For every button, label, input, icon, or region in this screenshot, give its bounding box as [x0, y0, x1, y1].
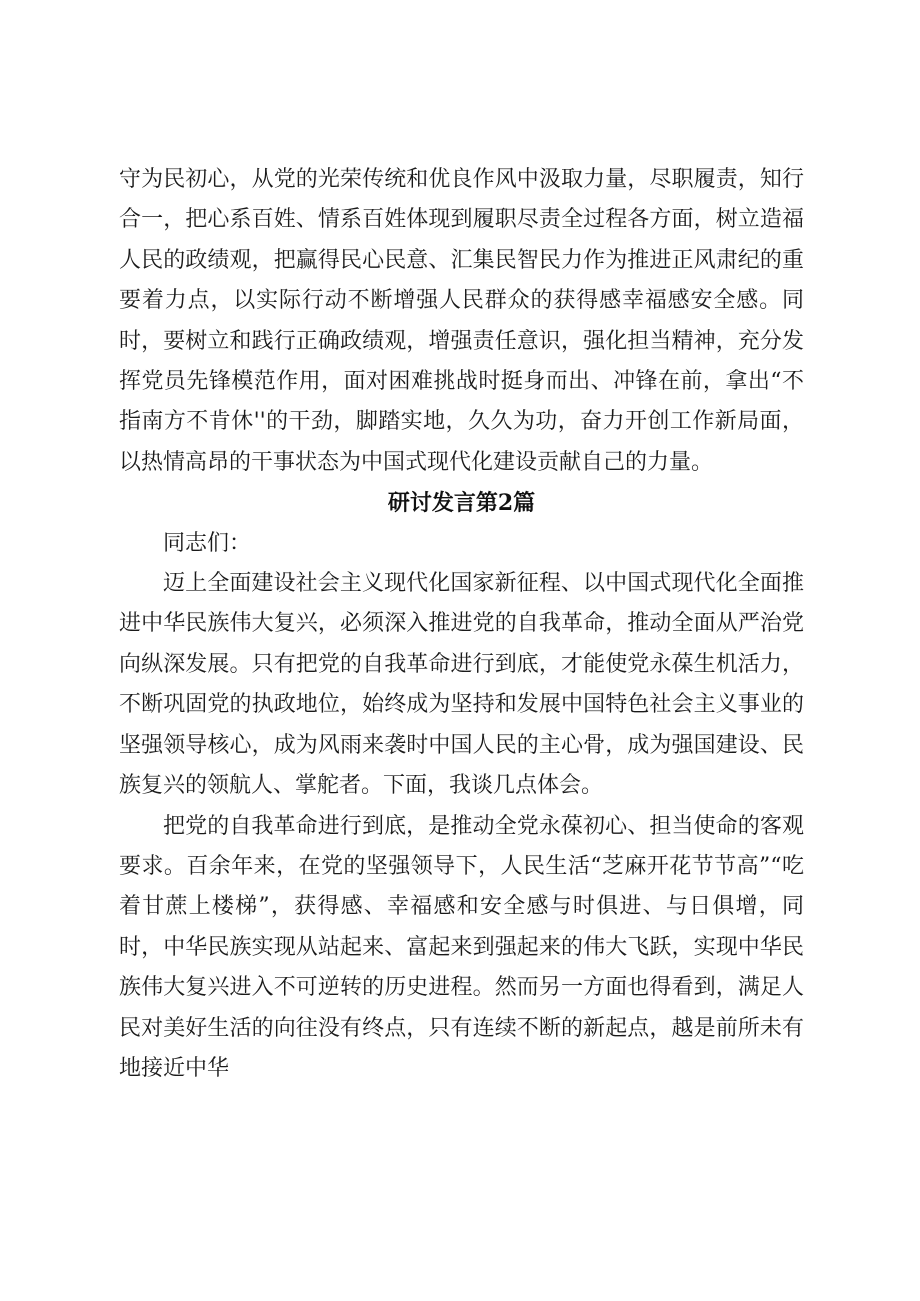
section-title: 研讨发言第2篇: [387, 490, 536, 517]
paragraph-intro: 迈上全面建设社会主义现代化国家新征程、以中国式现代化全面推进中华民族伟大复兴，必须深入推进党的自我革命，推动全面从严治党向纵深发展。只有把党的自我革命进行到底，才能使党永葆生机活力，不断巩固党的执政地位，始终成为坚持和发展中国特色社会主义事业的坚强领导核心，成为风雨来袭时中国人民的主心骨，成为强国建设、民族复兴的领航人、掌舵者。下面，我谈几点体会。: [119, 571, 804, 799]
continued-paragraph: 守为民初心，从党的光荣传统和优良作风中汲取力量，尽职履责，知行合一，把心系百姓、情系百姓体现到履职尽责全过程各方面，树立造福人民的政绩观，把赢得民心民意、汇集民智民力作为推进正风肃纪的重要着力点，以实际行动不断增强人民群众的获得感幸福感安全感。同时，要树立和践行正确政绩观，增强责任意识，强化担当精神，充分发挥党员先锋模范作用，面对困难挑战时挺身而出、冲锋在前，拿出“不指南方不肯休''的干劲，脚踏实地，久久为功，奋力开创工作新局面，以热情高昂的干事状态为中国式现代化建设贡献自己的力量。: [119, 167, 804, 475]
document-body: [119, 160, 804, 1089]
paragraph-self-revolution: 把党的自我革命进行到底，是推动全党永葆初心、担当使命的客观要求。百余年来，在党的坚强领导下，人民生活“芝麻开花节节高”“吃着甘蔗上楼梯”，获得感、幸福感和安全感与时俱进、与日俱增，同时，中华民族实现从站起来、富起来到强起来的伟大飞跃，实现中华民族伟大复兴进入不可逆转的历史进程。然而另一方面也得看到，满足人民对美好生活的向往没有终点，只有连续不断的新起点，越是前所未有地接近中华: [119, 813, 804, 1081]
salutation: 同志们：: [163, 530, 252, 556]
